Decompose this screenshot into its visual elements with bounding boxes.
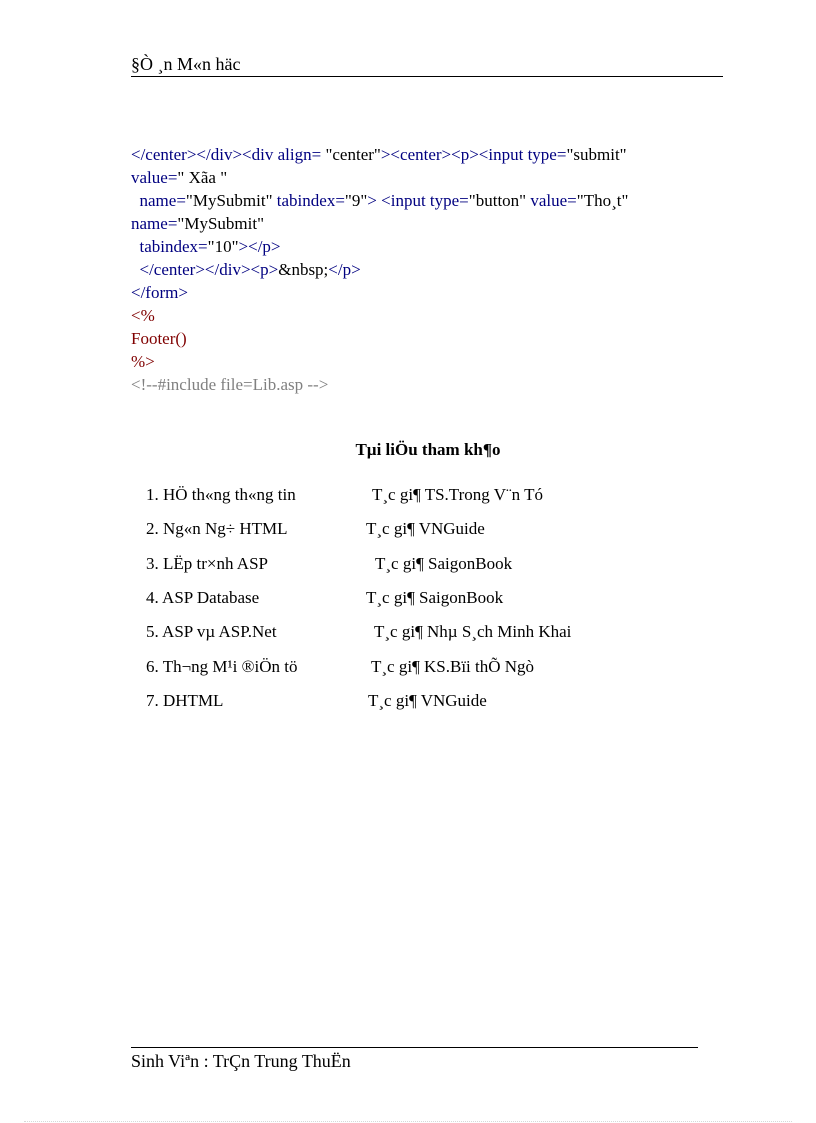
code-token: "button" xyxy=(468,191,527,210)
page-header-title: §Ò ¸n M«n häc xyxy=(131,54,241,74)
code-token: "MySubmit" xyxy=(185,191,273,210)
reference-title: 6. Th¬ng M¹i ®iÖn tö xyxy=(146,657,298,676)
code-token: "10" xyxy=(207,237,239,256)
code-token: ><center><p><input type= xyxy=(380,145,567,164)
reference-title: 5. ASP vµ ASP.Net xyxy=(146,622,277,641)
code-token: value= xyxy=(526,191,577,210)
code-token: </center></div><p> xyxy=(131,260,279,279)
code-line-9 xyxy=(131,327,721,350)
reference-title: 2. Ng«n Ng÷ HTML xyxy=(146,519,288,538)
code-token: tabindex= xyxy=(131,237,208,256)
reference-author: T¸c gi¶ SaigonBook xyxy=(375,554,513,573)
code-token: %> xyxy=(131,352,155,371)
code-line-8 xyxy=(131,304,721,327)
code-token: </p> xyxy=(328,260,361,279)
code-token: </form> xyxy=(131,283,188,302)
code-listing xyxy=(131,143,721,396)
code-token: "9" xyxy=(344,191,368,210)
reference-title: 3. LËp tr×nh ASP xyxy=(146,554,268,573)
code-token: tabindex= xyxy=(272,191,345,210)
code-token: name= xyxy=(131,191,186,210)
code-token: "submit" xyxy=(566,145,627,164)
code-token: <!--#include file=Lib.asp --> xyxy=(131,375,329,394)
reference-author: T¸c gi¶ SaigonBook xyxy=(366,588,504,607)
code-token: ></p> xyxy=(238,237,281,256)
code-token: Footer() xyxy=(131,329,187,348)
code-line-11 xyxy=(131,373,721,396)
reference-author: T¸c gi¶ TS.Trong V¨n Tó xyxy=(372,485,543,504)
code-token: "Tho¸t" xyxy=(576,191,629,210)
references-heading: Tµi liÖu tham kh¶o xyxy=(355,440,501,459)
code-line-10 xyxy=(131,350,721,373)
code-token: </center></div><div align= xyxy=(131,145,322,164)
code-line-1 xyxy=(131,143,721,166)
page-footer-author: Sinh Viªn : TrÇn Trung ThuËn xyxy=(131,1051,351,1071)
reference-author: T¸c gi¶ VNGuide xyxy=(366,519,485,538)
reference-author: T¸c gi¶ KS.Bïi thÕ Ngò xyxy=(371,657,535,676)
code-token: value= xyxy=(131,168,178,187)
footer-divider xyxy=(131,1047,698,1048)
code-line-3 xyxy=(131,189,721,212)
header-divider xyxy=(131,76,723,77)
reference-title: 4. ASP Database xyxy=(146,588,260,607)
code-line-4 xyxy=(131,212,721,235)
code-token: <% xyxy=(131,306,155,325)
code-token: > <input type= xyxy=(367,191,469,210)
code-token: &nbsp; xyxy=(278,260,329,279)
code-token: "center" xyxy=(321,145,381,164)
reference-title: 7. DHTML xyxy=(146,691,224,710)
code-token: name= xyxy=(131,214,178,233)
code-token: " Xãa " xyxy=(177,168,228,187)
reference-author: T¸c gi¶ VNGuide xyxy=(368,691,487,710)
code-token: "MySubmit" xyxy=(177,214,265,233)
code-line-7 xyxy=(131,281,721,304)
page-bottom-edge xyxy=(24,1121,792,1122)
code-line-5 xyxy=(131,235,721,258)
code-line-6 xyxy=(131,258,721,281)
code-line-2 xyxy=(131,166,721,189)
reference-title: 1. HÖ th«ng th«ng tin xyxy=(146,485,296,504)
reference-author: T¸c gi¶ Nhµ S¸ch Minh Khai xyxy=(374,622,572,641)
